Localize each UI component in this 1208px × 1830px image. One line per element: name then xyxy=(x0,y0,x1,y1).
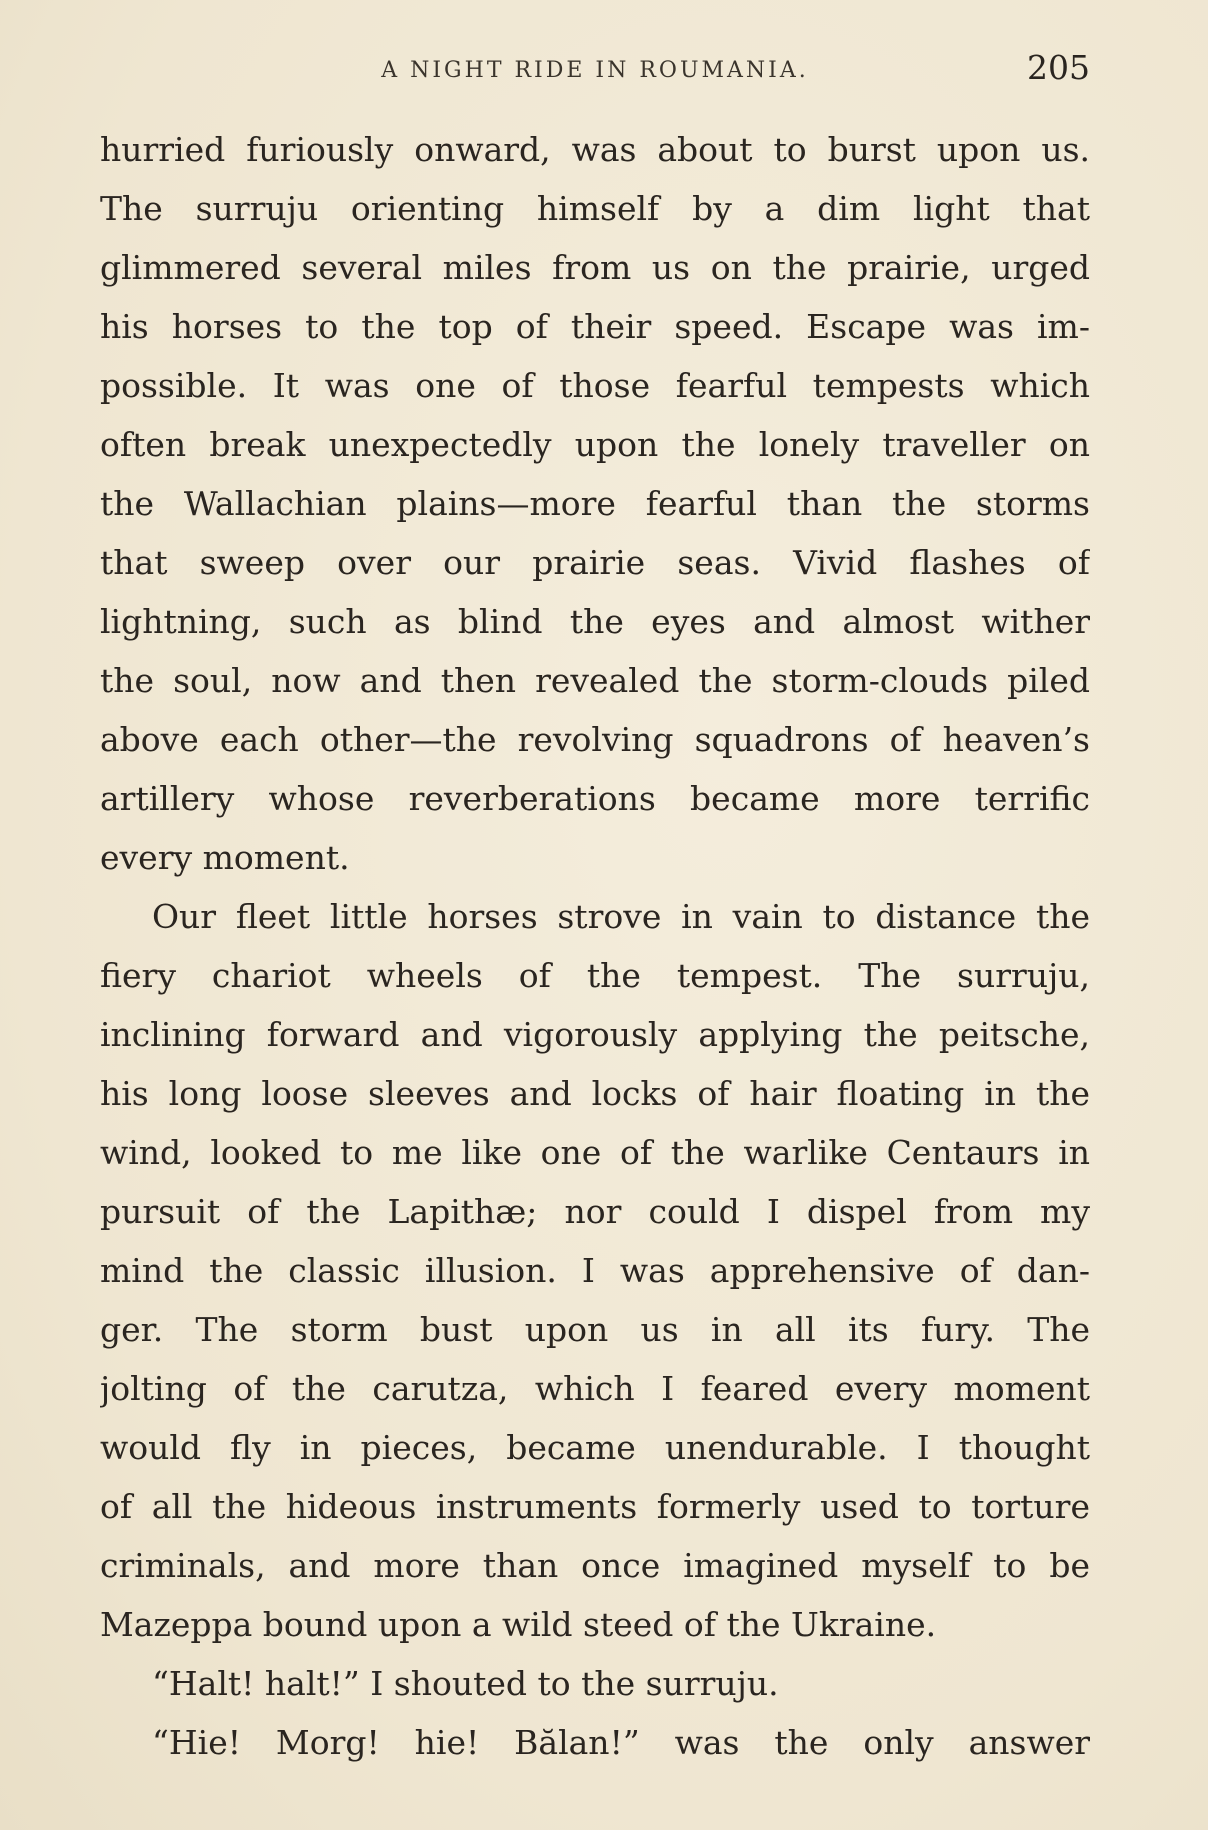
text-line: every moment. xyxy=(100,838,350,877)
text-line: mind the classic illusion. I was apprehensive of dan- xyxy=(100,1251,1090,1290)
text-line: Mazeppa bound upon a wild steed of the Ukraine. xyxy=(100,1605,937,1644)
text-line: inclining forward and vigorously applying the peitsche, xyxy=(100,1015,1090,1054)
text-line: lightning, such as blind the eyes and almost wither xyxy=(100,602,1090,641)
text-line: jolting of the carutza, which I feared every moment xyxy=(100,1369,1090,1408)
page-number: 205 xyxy=(1027,48,1090,87)
text-line: ger. The storm bust upon us in all its fury. The xyxy=(100,1310,1090,1349)
body-text xyxy=(100,120,1090,1772)
text-line: his horses to the top of their speed. Escape was im- xyxy=(100,307,1090,346)
text-line: that sweep over our prairie seas. Vivid flashes of xyxy=(100,543,1090,582)
text-line: hurried furiously onward, was about to burst upon us. xyxy=(100,130,1090,169)
text-line: the Wallachian plains—more fearful than the storms xyxy=(100,484,1090,523)
running-head xyxy=(100,48,1090,94)
text-line: The surruju orienting himself by a dim light that xyxy=(100,189,1090,228)
text-line: of all the hideous instruments formerly used to torture xyxy=(100,1487,1090,1526)
text-line: “Hie! Morg! hie! Bălan!” was the only answer xyxy=(152,1723,1090,1762)
text-line: “Halt! halt!” I shouted to the surruju. xyxy=(152,1664,779,1703)
text-line: fiery chariot wheels of the tempest. The surruju, xyxy=(100,956,1090,995)
text-line: Our fleet little horses strove in vain to distance the xyxy=(152,897,1090,936)
text-line: possible. It was one of those fearful tempests which xyxy=(100,366,1090,405)
text-line: artillery whose reverberations became more terrific xyxy=(100,779,1090,818)
text-line: would fly in pieces, became unendurable. I thought xyxy=(100,1428,1090,1467)
text-line: often break unexpectedly upon the lonely traveller on xyxy=(100,425,1090,464)
text-line: pursuit of the Lapithæ; nor could I dispel from my xyxy=(100,1192,1090,1231)
text-line: wind, looked to me like one of the warlike Centaurs in xyxy=(100,1133,1090,1172)
text-line: criminals, and more than once imagined myself to be xyxy=(100,1546,1090,1585)
text-line: above each other—the revolving squadrons of heaven’s xyxy=(100,720,1090,759)
text-line: glimmered several miles from us on the prairie, urged xyxy=(100,248,1090,287)
text-line: his long loose sleeves and locks of hair floating in the xyxy=(100,1074,1090,1113)
running-head-title: A NIGHT RIDE IN ROUMANIA. xyxy=(381,58,809,83)
text-line: the soul, now and then revealed the storm-clouds piled xyxy=(100,661,1090,700)
